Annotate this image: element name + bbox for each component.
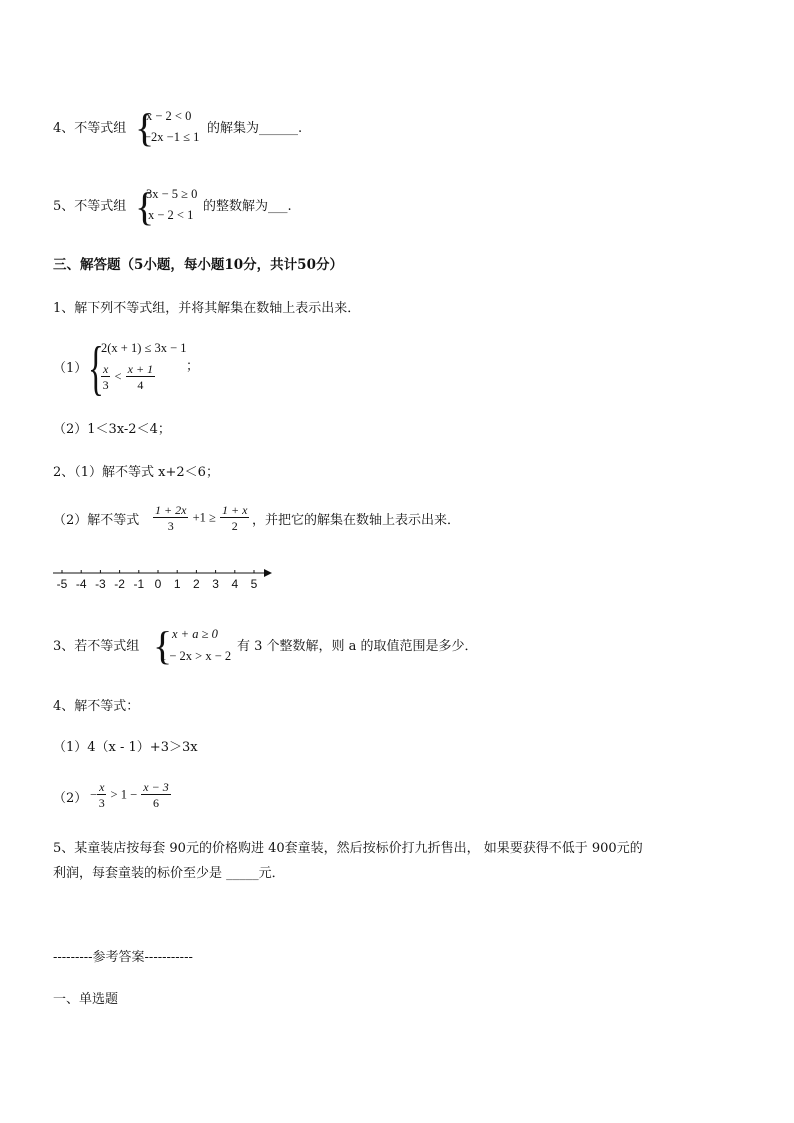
s4-p2-minus: −: [90, 787, 98, 802]
s4-p2-mid: > 1 −: [110, 787, 138, 802]
number-line-arrow: [264, 569, 272, 577]
s4-p2-num2: x − 3: [143, 780, 169, 794]
number-line-tick-label: 4: [231, 577, 239, 591]
s3-tail: 有 3 个整数解，则 a 的取值范围是多少．: [237, 639, 478, 654]
s3-brace: {: [153, 623, 173, 668]
s2-p2-den1: 3: [167, 519, 174, 533]
number-line-tick-label: 5: [250, 577, 258, 591]
s1-p1-num: x + 1: [127, 362, 154, 376]
s2-p2-tail: ，并把它的解集在数轴上表示出来．: [252, 513, 461, 528]
s5-line1: 5、某童装店按每套 90元的价格购进 40套童装，然后按标价打九折售出， 如果要获得不低于 900元的: [53, 841, 643, 856]
s3-label: 3、若不等式组: [53, 639, 140, 654]
s2-p2-num1: 1 + 2x: [155, 503, 187, 517]
q4-line1: x − 2 < 0: [146, 109, 192, 123]
s4-p2-den2: 6: [153, 796, 159, 810]
s5-blank: _____: [226, 866, 259, 881]
s3-line2: 1 − 2x > x − 2: [160, 649, 232, 663]
s2-p2-num2: 1 + x: [222, 503, 248, 517]
s1-p2: （2）1＜3x-2＜4；: [53, 422, 171, 437]
number-line-tick-label: 1: [173, 577, 181, 591]
s1-p1-brace: {: [88, 335, 104, 401]
s3-line1: x + a ≥ 0: [172, 627, 218, 641]
answers-section1: 一、单选题: [53, 992, 119, 1007]
s1-p1-line2: [101, 363, 155, 391]
s2-p2-label: （2）解不等式: [53, 513, 140, 528]
s5-line2: [53, 867, 285, 880]
s4-p2-expr: [90, 781, 171, 809]
number-line-tick-label: 0: [154, 577, 162, 591]
q4-brace: {: [135, 105, 155, 150]
number-line-tick-label: 3: [212, 577, 219, 591]
s5-line2-b: 元．: [258, 866, 285, 881]
s1-p1-label: （1）: [53, 361, 88, 376]
s1-p1-x: x: [103, 362, 109, 376]
q4-line2: −2x −1 ≤ 1: [144, 130, 200, 144]
s1-p1-den: 4: [137, 378, 144, 392]
s1-p1-end: ；: [186, 359, 200, 374]
number-line: [50, 565, 280, 595]
number-line-tick-label: -4: [75, 577, 87, 591]
number-line-tick-label: -2: [114, 577, 125, 591]
s4-p1: （1）4（x - 1）+3＞3x: [53, 740, 198, 755]
number-line-tick-label: -5: [56, 577, 68, 591]
s2-p2-den2: 2: [231, 519, 238, 533]
q5-tail: 的整数解为___.: [203, 199, 292, 214]
s4-p2-den1: 3: [98, 796, 105, 810]
s1-p1-lt: <: [114, 369, 122, 384]
q4-tail: 的解集为______.: [207, 121, 303, 136]
s4-intro: 4、解不等式：: [53, 699, 140, 714]
number-line-tick-label: -3: [95, 577, 106, 591]
q5-line2: x − 2 < 1: [148, 208, 194, 222]
s4-p2-label: （2）: [53, 791, 88, 806]
q5-brace: {: [135, 184, 155, 229]
number-line-tick-label: 2: [193, 577, 200, 591]
s2-p2-expr: [153, 504, 249, 532]
s5-line2-a: 利润，每套童装的标价至少是: [53, 866, 227, 881]
s1-p1-line1: 2(x + 1) ≤ 3x − 1: [101, 341, 187, 355]
section3-heading: 三、解答题（5小题，每小题10分，共计50分）: [53, 257, 343, 273]
number-line-tick-label: -1: [133, 577, 145, 591]
q5-line1: 3x − 5 ≥ 0: [146, 187, 198, 201]
s1-p1-3: 3: [102, 378, 109, 392]
q4-label: 4、不等式组: [53, 121, 127, 136]
s1-intro: 1、解下列不等式组，并将其解集在数轴上表示出来．: [53, 301, 361, 316]
s2-p2-mid: +1 ≥: [192, 510, 216, 525]
s2-p1: 2、（1）解不等式 x+2＜6；: [53, 465, 219, 480]
answers-divider: ---------参考答案-----------: [53, 950, 193, 965]
q5-label: 5、不等式组: [53, 199, 127, 214]
s4-p2-num1: x: [99, 780, 105, 794]
